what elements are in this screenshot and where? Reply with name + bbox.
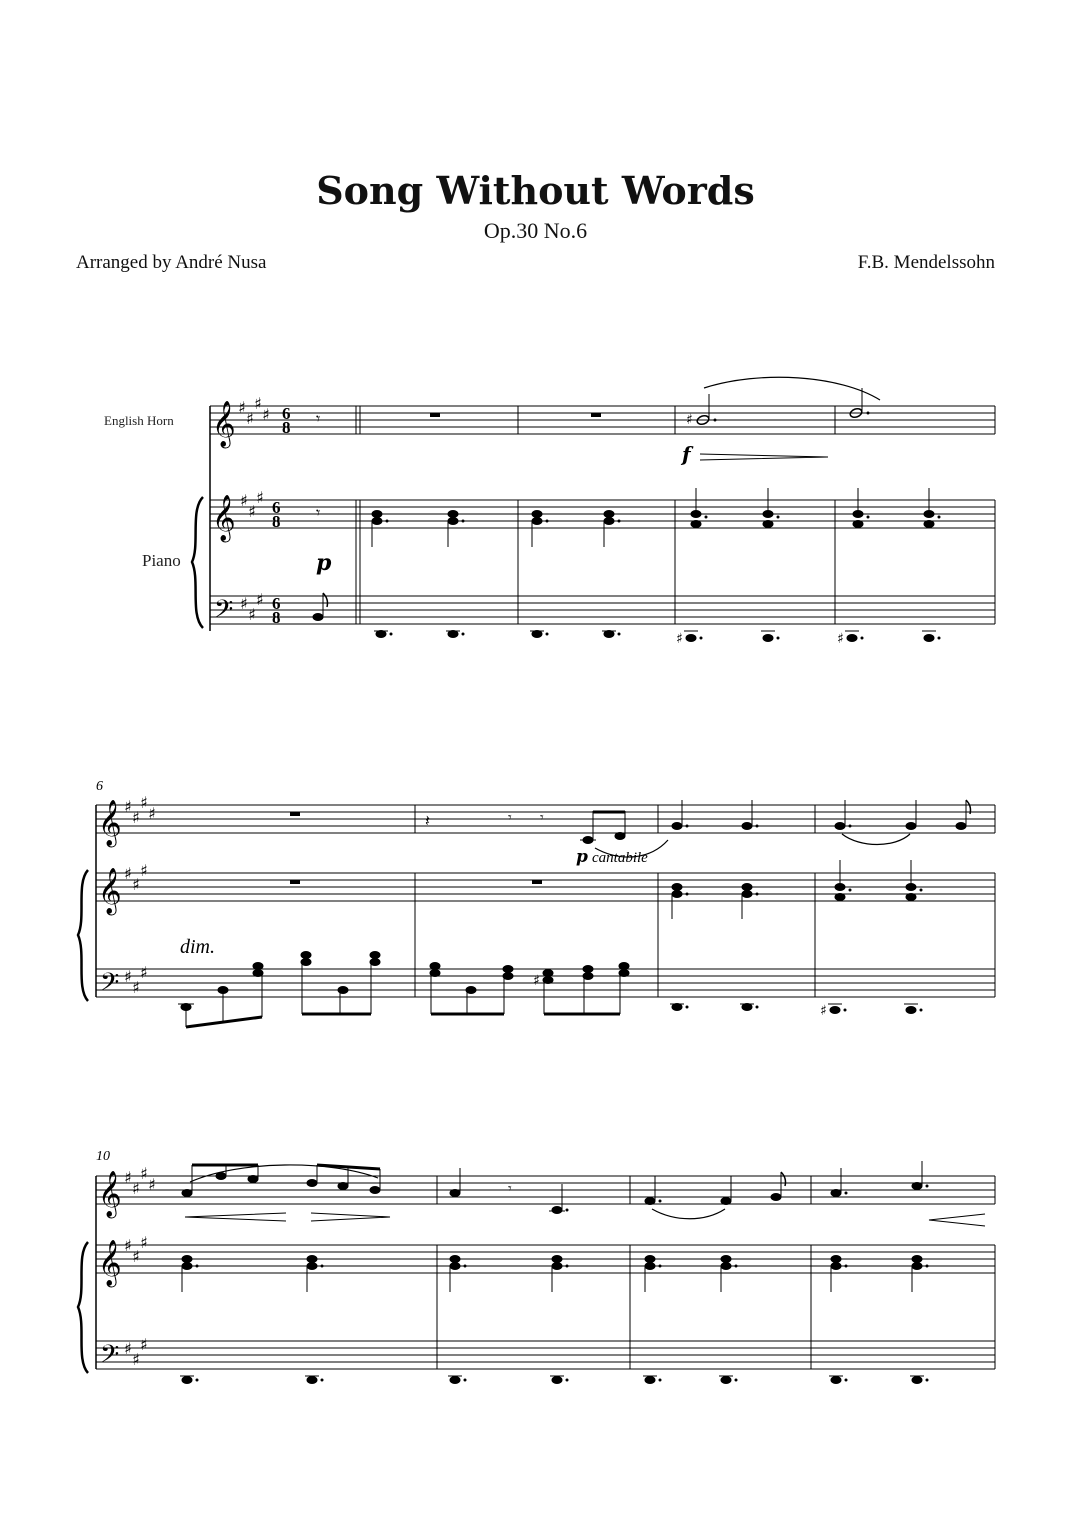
svg-text:♯: ♯	[132, 978, 140, 997]
svg-text:♯: ♯	[132, 808, 140, 827]
time-signatures-1	[272, 404, 291, 627]
svg-text:♯: ♯	[124, 1168, 132, 1187]
system-2	[78, 805, 995, 1001]
score-subtitle: Op.30 No.6	[483, 218, 588, 243]
svg-text:♯: ♯	[140, 861, 148, 880]
svg-text:♯: ♯	[140, 793, 148, 812]
score-title: Song Without Words	[316, 168, 755, 213]
horn-staff-1	[210, 406, 995, 434]
treble-clef-icon: 𝄞	[98, 1240, 122, 1286]
expression-diminuendo: dim.	[180, 936, 215, 958]
piano-treble-staff-1	[210, 500, 995, 528]
time-sig-bottom: 8	[272, 512, 281, 531]
time-sig-bottom: 8	[282, 418, 291, 437]
svg-text:♯: ♯	[124, 967, 132, 986]
svg-text:𝄾: 𝄾	[508, 1181, 512, 1197]
piano-treble-staff-3	[96, 1245, 995, 1273]
svg-text:♯: ♯	[124, 797, 132, 816]
piano-bass-notes-1	[313, 593, 941, 647]
piano-bass-staff-3	[96, 1341, 995, 1369]
svg-text:𝄽: 𝄽	[425, 811, 430, 830]
svg-text:♯: ♯	[132, 1247, 140, 1266]
instrument-name-horn: English Horn	[104, 413, 174, 428]
svg-text:♯: ♯	[148, 804, 156, 823]
svg-text:♯: ♯	[262, 405, 270, 424]
svg-text:♯: ♯	[140, 1233, 148, 1252]
treble-clef-icon: 𝄞	[212, 401, 236, 447]
svg-text:♯: ♯	[686, 412, 693, 428]
svg-text:♯: ♯	[248, 605, 256, 624]
bass-clef-icon: 𝄢	[100, 1340, 120, 1375]
piano-treble-staff-2	[96, 873, 995, 901]
svg-text:♯: ♯	[140, 1335, 148, 1354]
svg-text:♯: ♯	[238, 398, 246, 417]
measure-number: 10	[96, 1149, 110, 1164]
svg-text:𝄾: 𝄾	[316, 409, 321, 428]
svg-text:𝄾: 𝄾	[316, 503, 321, 522]
system-3	[78, 1176, 995, 1373]
svg-text:𝄾: 𝄾	[540, 810, 544, 826]
time-sig-top: 6	[272, 498, 281, 517]
svg-text:♯: ♯	[240, 594, 248, 613]
svg-text:♯: ♯	[240, 491, 248, 510]
svg-text:♯: ♯	[132, 1350, 140, 1369]
dynamic-piano-cantabile: p	[576, 847, 588, 867]
clefs-1	[212, 394, 270, 630]
bass-clef-icon: 𝄢	[214, 595, 234, 630]
bass-clef-icon: 𝄢	[100, 968, 120, 1003]
treble-clef-icon: 𝄞	[212, 495, 236, 541]
expression-cantabile: cantabile	[592, 850, 648, 866]
svg-text:♯: ♯	[246, 409, 254, 428]
notes-system-1	[313, 377, 941, 647]
horn-staff-3	[96, 1176, 995, 1204]
instrument-name-piano: Piano	[142, 551, 181, 570]
svg-text:♯: ♯	[533, 973, 540, 989]
svg-text:𝄾: 𝄾	[508, 810, 512, 826]
time-sig-top: 6	[282, 404, 291, 423]
notes-system-2	[178, 800, 971, 1027]
treble-clef-icon: 𝄞	[98, 800, 122, 846]
time-sig-top: 6	[272, 594, 281, 613]
time-sig-bottom: 8	[272, 608, 281, 627]
horn-staff-2	[96, 805, 995, 833]
system-1	[192, 406, 995, 631]
svg-text:♯: ♯	[837, 631, 844, 647]
arranger-credit: Arranged by André Nusa	[76, 252, 267, 273]
svg-text:♯: ♯	[140, 963, 148, 982]
svg-text:♯: ♯	[132, 1179, 140, 1198]
svg-text:♯: ♯	[124, 864, 132, 883]
notes-system-3	[180, 1161, 985, 1384]
svg-text:♯: ♯	[820, 1003, 827, 1019]
svg-text:♯: ♯	[254, 394, 262, 413]
svg-text:♯: ♯	[148, 1175, 156, 1194]
dynamic-forte: f	[682, 442, 691, 466]
dynamic-piano: p	[316, 550, 332, 576]
piano-treble-chords-1	[372, 488, 941, 547]
composer-credit: F.B. Mendelssohn	[857, 252, 995, 273]
clefs-2	[98, 793, 156, 1003]
svg-text:♯: ♯	[256, 488, 264, 507]
treble-clef-icon: 𝄞	[98, 1171, 122, 1217]
clefs-3	[98, 1164, 156, 1375]
svg-text:♯: ♯	[248, 502, 256, 521]
svg-text:♯: ♯	[256, 590, 264, 609]
treble-clef-icon: 𝄞	[98, 868, 122, 914]
piano-brace	[192, 497, 203, 628]
svg-text:♯: ♯	[124, 1236, 132, 1255]
svg-text:♯: ♯	[676, 631, 683, 647]
measure-number: 6	[96, 779, 103, 794]
svg-text:♯: ♯	[140, 1164, 148, 1183]
svg-text:♯: ♯	[124, 1339, 132, 1358]
svg-text:♯: ♯	[132, 875, 140, 894]
